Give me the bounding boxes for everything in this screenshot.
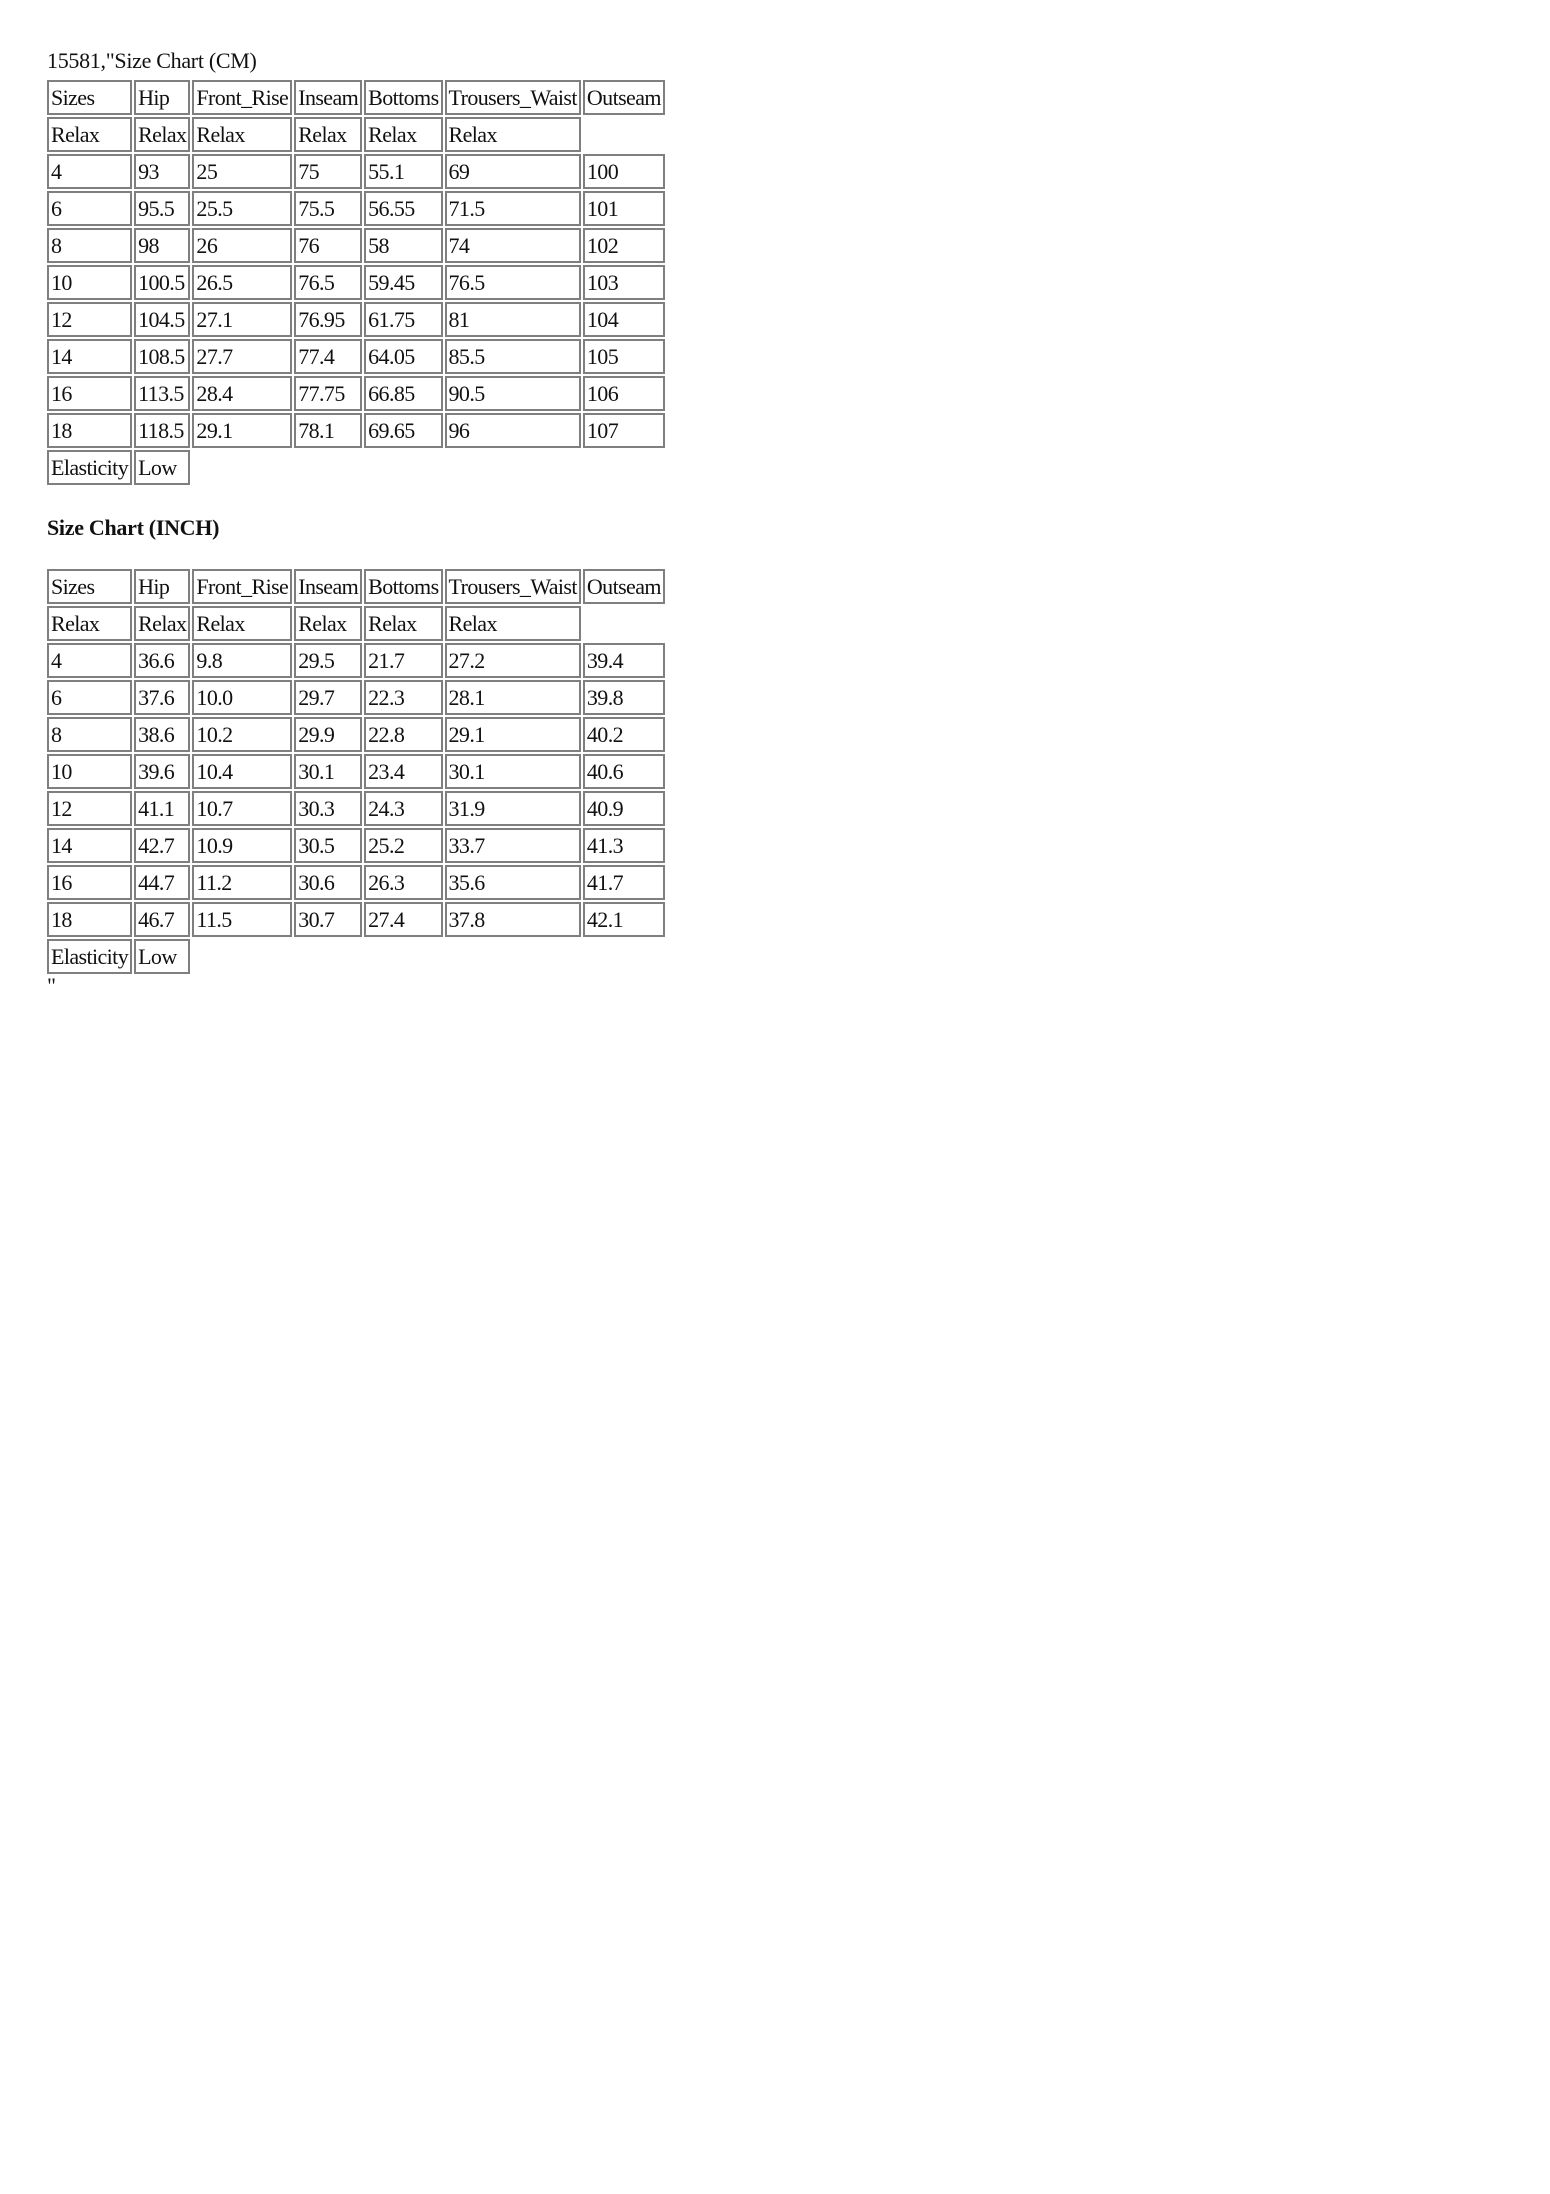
table-cell: 27.2 — [445, 643, 581, 678]
fit-cell: Relax — [47, 117, 132, 152]
table-cell: 30.3 — [294, 791, 362, 826]
column-header: Sizes — [47, 80, 132, 115]
elasticity-cell: Low — [134, 939, 190, 974]
table-cell: 66.85 — [364, 376, 442, 411]
column-header: Front_Rise — [192, 80, 292, 115]
table-cell: 11.5 — [192, 902, 292, 937]
empty-cell — [583, 606, 665, 641]
table-cell: 10.0 — [192, 680, 292, 715]
table-cell: 31.9 — [445, 791, 581, 826]
table-cell: 71.5 — [445, 191, 581, 226]
table-header-row — [47, 569, 665, 604]
fit-cell: Relax — [192, 606, 292, 641]
table-cell: 29.7 — [294, 680, 362, 715]
table-cell: 59.45 — [364, 265, 442, 300]
table-row — [47, 791, 665, 826]
table-cell: 58 — [364, 228, 442, 263]
table-cell: 12 — [47, 791, 132, 826]
table-cell: 69 — [445, 154, 581, 189]
table-cell: 74 — [445, 228, 581, 263]
table-cell: 78.1 — [294, 413, 362, 448]
cm-size-table — [45, 78, 667, 487]
table-cell: 76.5 — [445, 265, 581, 300]
table-cell: 61.75 — [364, 302, 442, 337]
table-cell: 106 — [583, 376, 665, 411]
table-cell: 39.6 — [134, 754, 190, 789]
table-cell: 4 — [47, 154, 132, 189]
table-cell: 107 — [583, 413, 665, 448]
elasticity-row — [47, 939, 665, 974]
elasticity-cell: Elasticity — [47, 939, 132, 974]
table-row — [47, 191, 665, 226]
fit-cell: Relax — [192, 117, 292, 152]
table-cell: 8 — [47, 228, 132, 263]
table-cell: 100.5 — [134, 265, 190, 300]
empty-cell — [583, 939, 665, 974]
empty-cell — [583, 450, 665, 485]
table-cell: 16 — [47, 865, 132, 900]
table-cell: 118.5 — [134, 413, 190, 448]
elasticity-cell: Low — [134, 450, 190, 485]
fit-cell: Relax — [364, 117, 442, 152]
table-cell: 10 — [47, 754, 132, 789]
table-cell: 40.6 — [583, 754, 665, 789]
fit-cell: Relax — [134, 606, 190, 641]
elasticity-cell: Elasticity — [47, 450, 132, 485]
empty-cell — [445, 939, 581, 974]
table-row — [47, 154, 665, 189]
empty-cell — [583, 117, 665, 152]
table-cell: 18 — [47, 413, 132, 448]
empty-cell — [364, 939, 442, 974]
table-cell: 81 — [445, 302, 581, 337]
table-cell: 29.5 — [294, 643, 362, 678]
table-cell: 55.1 — [364, 154, 442, 189]
column-header: Hip — [134, 80, 190, 115]
table-cell: 41.7 — [583, 865, 665, 900]
table-cell: 22.3 — [364, 680, 442, 715]
table-cell: 18 — [47, 902, 132, 937]
table-row — [47, 754, 665, 789]
table-row — [47, 376, 665, 411]
table-cell: 21.7 — [364, 643, 442, 678]
table-cell: 56.55 — [364, 191, 442, 226]
empty-cell — [192, 939, 292, 974]
table-row — [47, 643, 665, 678]
inch-size-chart-title: Size Chart (INCH) — [47, 515, 220, 540]
table-cell: 46.7 — [134, 902, 190, 937]
table-row — [47, 902, 665, 937]
table-cell: 28.1 — [445, 680, 581, 715]
table-cell: 25 — [192, 154, 292, 189]
table-cell: 104 — [583, 302, 665, 337]
table-cell: 10.2 — [192, 717, 292, 752]
elasticity-row — [47, 450, 665, 485]
table-cell: 25.5 — [192, 191, 292, 226]
empty-cell — [192, 450, 292, 485]
table-cell: 95.5 — [134, 191, 190, 226]
table-cell: 113.5 — [134, 376, 190, 411]
column-header: Hip — [134, 569, 190, 604]
table-cell: 39.8 — [583, 680, 665, 715]
table-cell: 108.5 — [134, 339, 190, 374]
table-cell: 77.75 — [294, 376, 362, 411]
fit-cell: Relax — [294, 117, 362, 152]
table-cell: 102 — [583, 228, 665, 263]
table-cell: 98 — [134, 228, 190, 263]
fit-cell: Relax — [134, 117, 190, 152]
empty-cell — [445, 450, 581, 485]
table-cell: 22.8 — [364, 717, 442, 752]
fit-cell: Relax — [294, 606, 362, 641]
table-cell: 75 — [294, 154, 362, 189]
column-header: Trousers_Waist — [445, 569, 581, 604]
table-cell: 29.9 — [294, 717, 362, 752]
table-cell: 29.1 — [192, 413, 292, 448]
table-cell: 36.6 — [134, 643, 190, 678]
table-row — [47, 865, 665, 900]
table-cell: 27.4 — [364, 902, 442, 937]
table-cell: 42.1 — [583, 902, 665, 937]
column-header: Sizes — [47, 569, 132, 604]
table-cell: 6 — [47, 191, 132, 226]
column-header: Bottoms — [364, 80, 442, 115]
table-cell: 30.1 — [445, 754, 581, 789]
table-cell: 104.5 — [134, 302, 190, 337]
cm-size-chart-title: 15581,"Size Chart (CM) — [47, 48, 257, 73]
table-row — [47, 302, 665, 337]
table-cell: 10 — [47, 265, 132, 300]
table-cell: 103 — [583, 265, 665, 300]
column-header: Front_Rise — [192, 569, 292, 604]
table-cell: 44.7 — [134, 865, 190, 900]
table-cell: 4 — [47, 643, 132, 678]
table-cell: 76.5 — [294, 265, 362, 300]
table-cell: 25.2 — [364, 828, 442, 863]
table-row — [47, 265, 665, 300]
fit-cell: Relax — [445, 117, 581, 152]
table-cell: 38.6 — [134, 717, 190, 752]
fit-cell: Relax — [445, 606, 581, 641]
table-cell: 23.4 — [364, 754, 442, 789]
trailing-quote: " — [47, 973, 56, 998]
table-cell: 26 — [192, 228, 292, 263]
table-cell: 76.95 — [294, 302, 362, 337]
table-cell: 16 — [47, 376, 132, 411]
table-cell: 40.9 — [583, 791, 665, 826]
table-cell: 27.7 — [192, 339, 292, 374]
table-cell: 29.1 — [445, 717, 581, 752]
table-cell: 30.6 — [294, 865, 362, 900]
table-row — [47, 413, 665, 448]
table-cell: 10.4 — [192, 754, 292, 789]
table-cell: 35.6 — [445, 865, 581, 900]
column-header: Trousers_Waist — [445, 80, 581, 115]
relax-row — [47, 117, 665, 152]
table-cell: 24.3 — [364, 791, 442, 826]
table-cell: 27.1 — [192, 302, 292, 337]
table-cell: 33.7 — [445, 828, 581, 863]
inch-size-table — [45, 567, 667, 976]
table-cell: 85.5 — [445, 339, 581, 374]
table-cell: 64.05 — [364, 339, 442, 374]
fit-cell: Relax — [47, 606, 132, 641]
table-cell: 10.9 — [192, 828, 292, 863]
table-cell: 28.4 — [192, 376, 292, 411]
table-cell: 37.6 — [134, 680, 190, 715]
column-header: Inseam — [294, 80, 362, 115]
table-header-row — [47, 80, 665, 115]
table-cell: 101 — [583, 191, 665, 226]
column-header: Outseam — [583, 80, 665, 115]
table-cell: 30.1 — [294, 754, 362, 789]
table-cell: 8 — [47, 717, 132, 752]
empty-cell — [294, 939, 362, 974]
table-cell: 26.3 — [364, 865, 442, 900]
table-cell: 76 — [294, 228, 362, 263]
table-cell: 9.8 — [192, 643, 292, 678]
table-cell: 41.1 — [134, 791, 190, 826]
table-row — [47, 828, 665, 863]
table-cell: 105 — [583, 339, 665, 374]
table-cell: 75.5 — [294, 191, 362, 226]
table-cell: 30.5 — [294, 828, 362, 863]
empty-cell — [294, 450, 362, 485]
column-header: Inseam — [294, 569, 362, 604]
table-cell: 11.2 — [192, 865, 292, 900]
table-cell: 41.3 — [583, 828, 665, 863]
column-header: Bottoms — [364, 569, 442, 604]
table-cell: 6 — [47, 680, 132, 715]
table-cell: 12 — [47, 302, 132, 337]
table-cell: 39.4 — [583, 643, 665, 678]
table-cell: 10.7 — [192, 791, 292, 826]
table-cell: 42.7 — [134, 828, 190, 863]
table-row — [47, 339, 665, 374]
fit-cell: Relax — [364, 606, 442, 641]
table-cell: 14 — [47, 828, 132, 863]
table-cell: 93 — [134, 154, 190, 189]
table-cell: 69.65 — [364, 413, 442, 448]
table-cell: 30.7 — [294, 902, 362, 937]
table-cell: 14 — [47, 339, 132, 374]
table-row — [47, 228, 665, 263]
column-header: Outseam — [583, 569, 665, 604]
table-cell: 77.4 — [294, 339, 362, 374]
empty-cell — [364, 450, 442, 485]
table-cell: 100 — [583, 154, 665, 189]
relax-row — [47, 606, 665, 641]
table-cell: 37.8 — [445, 902, 581, 937]
table-cell: 40.2 — [583, 717, 665, 752]
table-row — [47, 717, 665, 752]
table-cell: 26.5 — [192, 265, 292, 300]
table-cell: 90.5 — [445, 376, 581, 411]
document-page — [47, 48, 667, 996]
table-cell: 96 — [445, 413, 581, 448]
table-row — [47, 680, 665, 715]
